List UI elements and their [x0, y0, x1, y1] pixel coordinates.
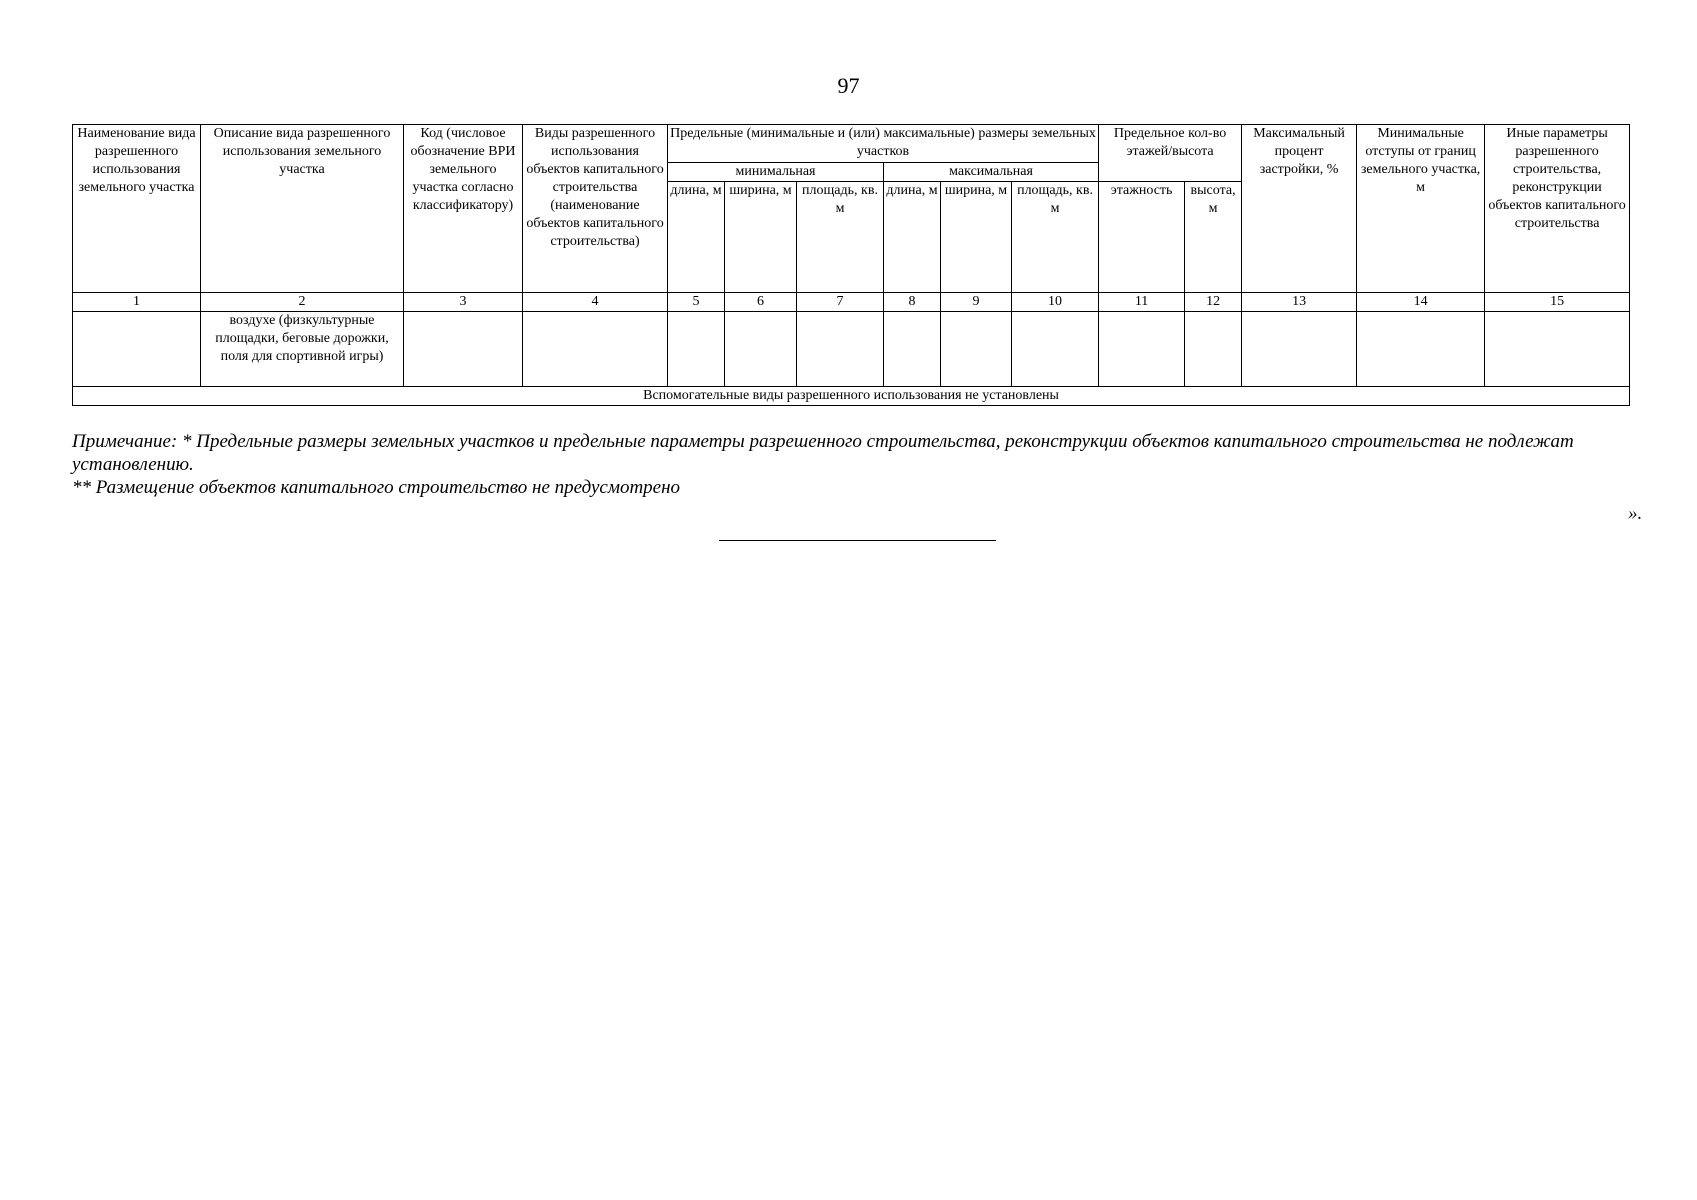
cell-empty [725, 312, 797, 387]
column-number: 15 [1485, 293, 1630, 312]
column-number: 4 [523, 293, 668, 312]
header-min-length: длина, м [668, 182, 725, 293]
header-limit-sizes-group: Предельные (минимальные и (или) максимальные) размеры земельных участков [668, 125, 1099, 163]
column-number: 9 [941, 293, 1012, 312]
header-min-setbacks: Минимальные отступы от границ земельного участка, м [1357, 125, 1485, 293]
header-use-description: Описание вида разрешенного использования земельного участка [201, 125, 404, 293]
header-capital-construction-uses: Виды разрешенного использования объектов капитального строительства (наименование объектов капитального строительства) [523, 125, 668, 293]
cell-empty [404, 312, 523, 387]
closing-quote: ». [1628, 503, 1643, 524]
column-number: 1 [73, 293, 201, 312]
header-height: высота, м [1185, 182, 1242, 293]
column-number: 5 [668, 293, 725, 312]
column-number: 12 [1185, 293, 1242, 312]
header-max-length: длина, м [884, 182, 941, 293]
cell-empty [797, 312, 884, 387]
note-capital-construction: ** Размещение объектов капитального строительство не предусмотрено [72, 477, 681, 498]
cell-empty [668, 312, 725, 387]
cell-empty [523, 312, 668, 387]
regulations-table [72, 124, 1630, 406]
column-number: 10 [1012, 293, 1099, 312]
cell-empty [1012, 312, 1099, 387]
header-use-code: Код (числовое обозначение ВРИ земельного участка согласно классификатору) [404, 125, 523, 293]
cell-empty [1185, 312, 1242, 387]
cell-empty [941, 312, 1012, 387]
column-number: 11 [1099, 293, 1185, 312]
header-other-parameters: Иные параметры разрешенного строительства, реконструкции объектов капитального строительства [1485, 125, 1630, 293]
page-number: 97 [837, 73, 860, 98]
cell-use-description: воздухе (физкультурные площадки, беговые дорожки, поля для спортивной игры) [201, 312, 404, 387]
column-number: 2 [201, 293, 404, 312]
column-number: 13 [1242, 293, 1357, 312]
column-number: 3 [404, 293, 523, 312]
header-maximum: максимальная [884, 163, 1099, 182]
header-max-build-percent: Максимальный процент застройки, % [1242, 125, 1357, 293]
column-number: 8 [884, 293, 941, 312]
header-min-area: площадь, кв. м [797, 182, 884, 293]
column-number-row [73, 293, 1630, 312]
cell-empty [1357, 312, 1485, 387]
header-floors: этажность [1099, 182, 1185, 293]
column-number: 6 [725, 293, 797, 312]
cell-empty [73, 312, 201, 387]
column-number: 7 [797, 293, 884, 312]
note-limits: Примечание: * Предельные размеры земельных участков и предельные параметры разрешенного строительства, реконструкции объектов капитального строительства не подлежат установлению. [72, 431, 1574, 475]
cell-empty [1485, 312, 1630, 387]
end-rule [719, 540, 996, 541]
cell-empty [1099, 312, 1185, 387]
cell-empty [1242, 312, 1357, 387]
table-row [73, 312, 1630, 387]
header-floors-height-group: Предельное кол-во этажей/высота [1099, 125, 1242, 182]
header-max-area: площадь, кв. м [1012, 182, 1099, 293]
header-minimum: минимальная [668, 163, 884, 182]
column-number: 14 [1357, 293, 1485, 312]
cell-empty [884, 312, 941, 387]
header-max-width: ширина, м [941, 182, 1012, 293]
header-min-width: ширина, м [725, 182, 797, 293]
auxiliary-uses-row: Вспомогательные виды разрешенного использования не установлены [73, 387, 1630, 406]
header-permitted-use-name: Наименование вида разрешенного использования земельного участка [73, 125, 201, 293]
